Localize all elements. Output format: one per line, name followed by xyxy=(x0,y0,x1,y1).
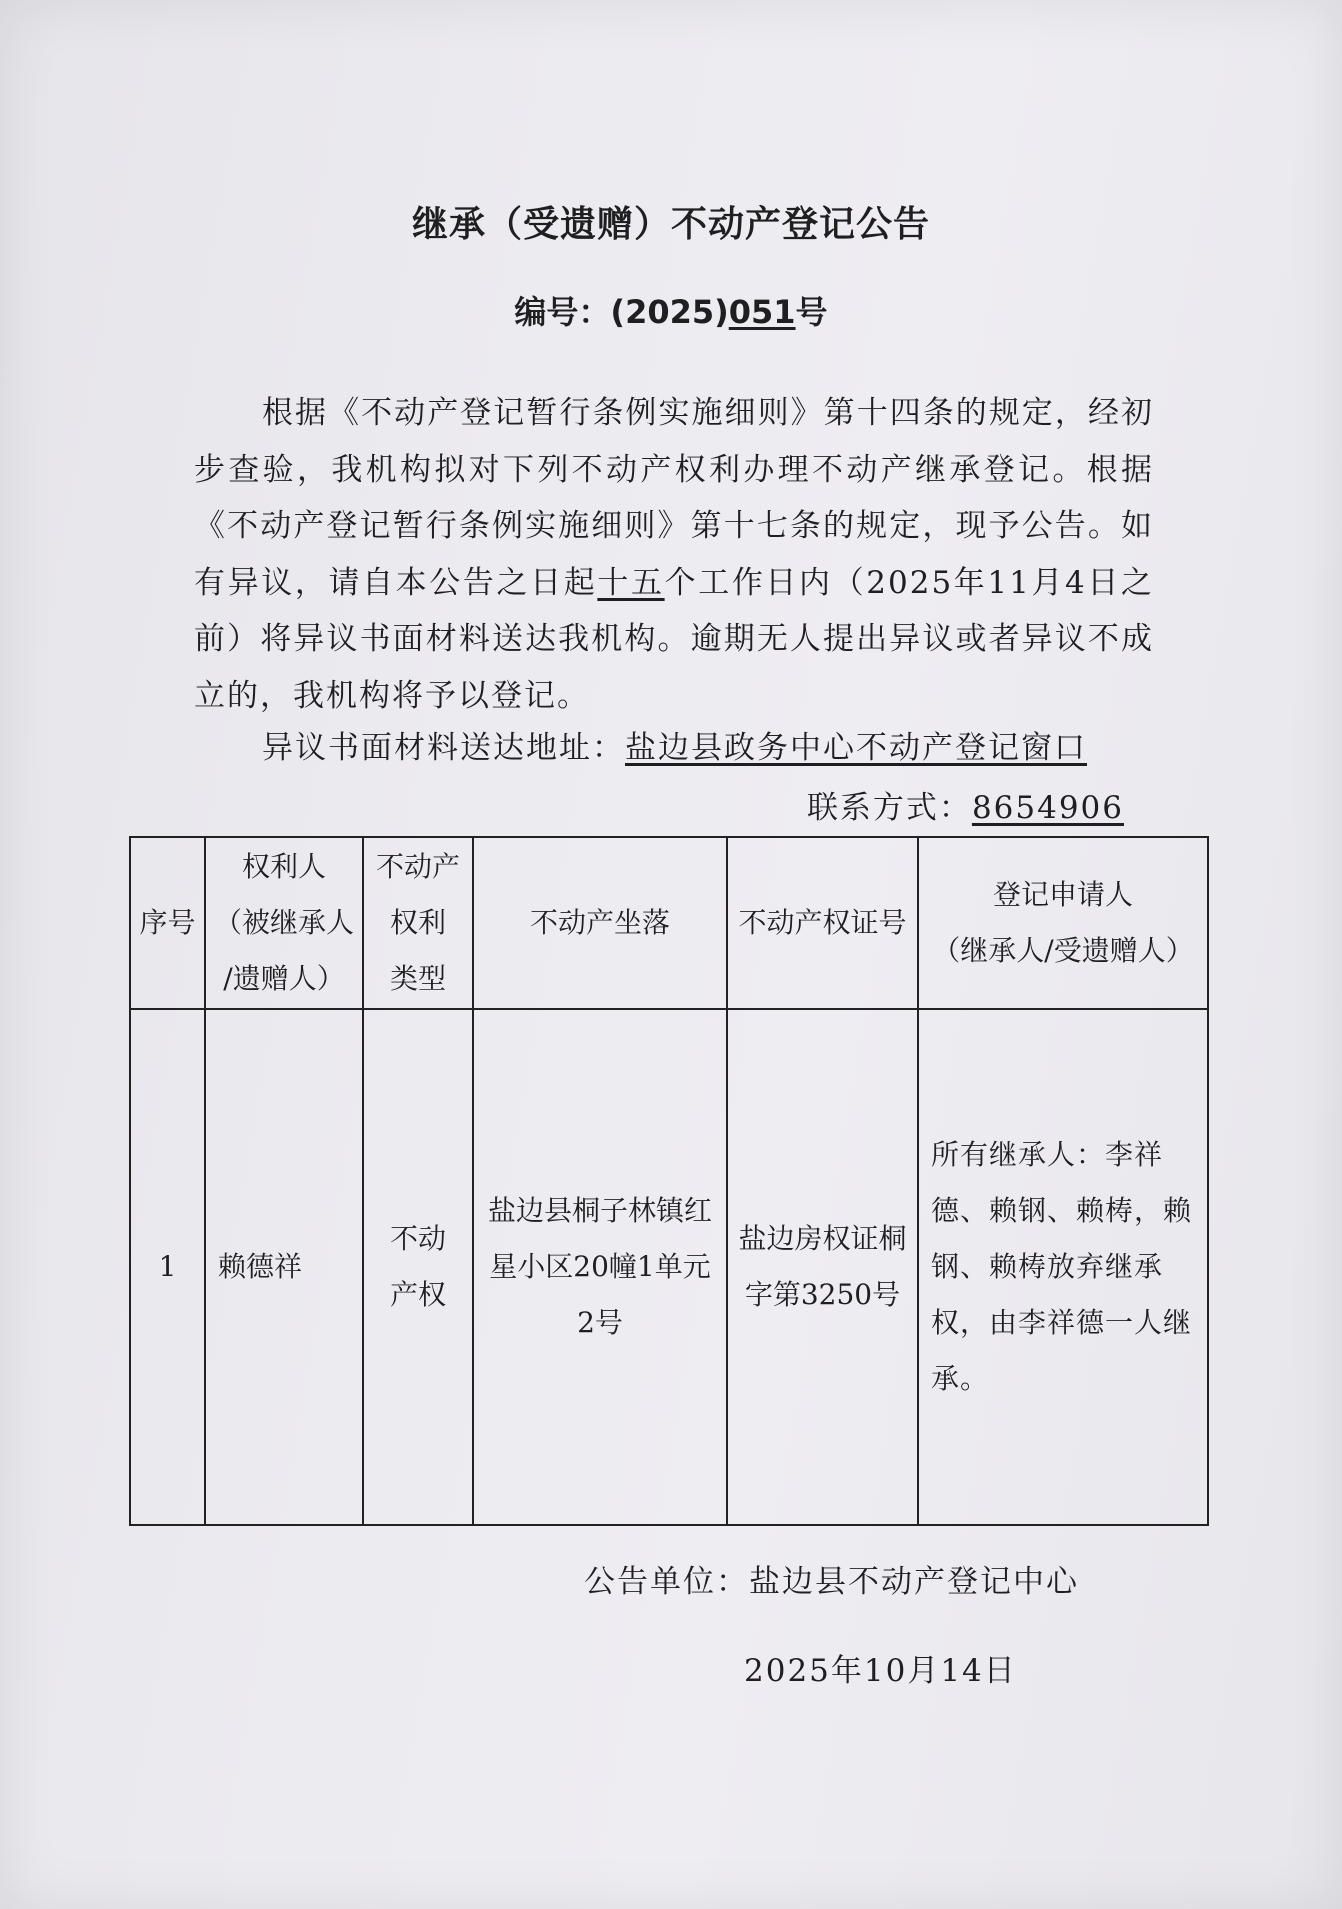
cell-owner: 赖德祥 xyxy=(205,1009,363,1525)
document-number-serial: 051 xyxy=(728,293,796,331)
table-row xyxy=(130,1009,1208,1525)
cell-applicant: 所有继承人：李祥德、赖钢、赖梼，赖钢、赖梼放弃继承权，由李祥德一人继承。 xyxy=(918,1009,1208,1525)
document-number-prefix: 编号：( xyxy=(514,293,626,331)
document-number-year: 2025 xyxy=(625,293,715,331)
contact-info xyxy=(807,782,1124,827)
header-owner: 权利人 （被继承人 /遗赠人） xyxy=(205,837,363,1009)
notice-date: 2025年10月14日 xyxy=(744,1653,1017,1689)
cell-serial: 1 xyxy=(130,1009,205,1525)
header-serial: 序号 xyxy=(130,837,205,1009)
header-certificate: 不动产权证号 xyxy=(727,837,918,1009)
address-label: 异议书面材料送达地址： xyxy=(262,730,625,766)
objection-address xyxy=(262,722,1087,767)
cell-certificate: 盐边房权证桐字第3250号 xyxy=(727,1009,918,1525)
document-number-suffix: 号 xyxy=(795,293,828,331)
document-number-middle: ) xyxy=(714,293,729,331)
table-header-row xyxy=(130,837,1208,1009)
notice-text-part2: 个工作日内（2025年11月4日之前）将异议书面材料送达我机构。逾期无人提出异议或者异议不成立的，我机构将予以登记。 xyxy=(194,564,1155,714)
issuer-name: 盐边县不动产登记中心 xyxy=(749,1564,1079,1600)
notice-paragraph xyxy=(194,385,1154,724)
cell-location: 盐边县桐子林镇红星小区20幢1单元2号 xyxy=(473,1009,727,1525)
contact-phone: 8654906 xyxy=(971,790,1124,826)
contact-label: 联系方式： xyxy=(806,790,972,826)
notice-body xyxy=(194,385,1154,724)
objection-days: 十五 xyxy=(597,564,665,601)
address-value: 盐边县政务中心不动产登记窗口 xyxy=(625,730,1087,766)
cell-right-type: 不动产权 xyxy=(363,1009,473,1525)
header-location: 不动产坐落 xyxy=(473,837,727,1009)
notice-text-part1: 根据《不动产登记暂行条例实施细则》第十四条的规定，经初步查验，我机构拟对下列不动产权利办理不动产继承登记。根据《不动产登记暂行条例实施细则》第十七条的规定，现予公告。如有异议，请自本公告之日起 xyxy=(194,395,1154,601)
issuer xyxy=(584,1556,1079,1601)
header-applicant: 登记申请人 （继承人/受遗赠人） xyxy=(918,837,1208,1009)
issuer-label: 公告单位： xyxy=(584,1564,749,1600)
document-title: 继承（受遗赠）不动产登记公告 xyxy=(411,204,930,245)
document-number xyxy=(0,287,1342,333)
header-right-type: 不动产 权利 类型 xyxy=(363,837,473,1009)
property-table xyxy=(129,836,1209,1526)
